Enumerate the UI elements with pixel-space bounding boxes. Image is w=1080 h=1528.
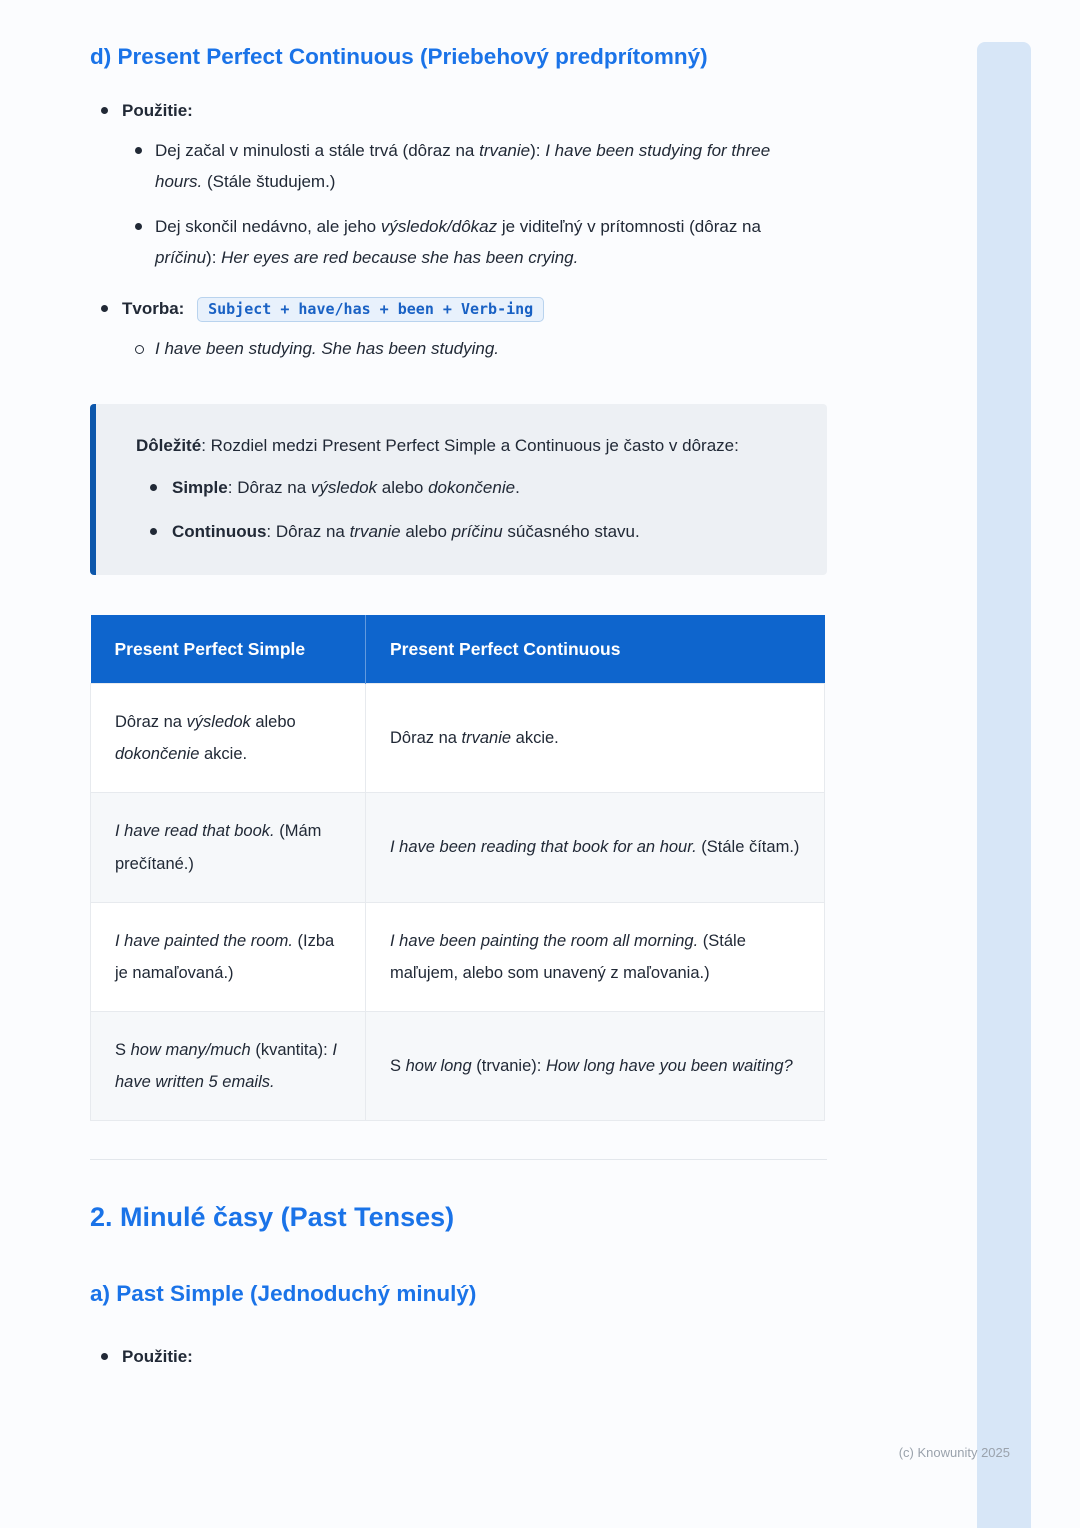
usage-formation-list <box>90 95 827 364</box>
table-cell-continuous: S how long (trvanie): How long have you been waiting? <box>366 1012 825 1121</box>
table-row <box>91 684 825 793</box>
callout-list <box>136 472 795 548</box>
table-cell-continuous: Dôraz na trvanie akcie. <box>366 684 825 793</box>
table-cell-simple: S how many/much (kvantita): I have written 5 emails. <box>91 1012 366 1121</box>
important-callout <box>90 404 827 574</box>
section-divider <box>90 1159 827 1160</box>
pouzitie-label: Použitie: <box>122 101 193 121</box>
list-item-tvorba <box>90 293 827 364</box>
formula-chip: Subject + have/has + been + Verb-ing <box>197 297 544 322</box>
copyright-label: (c) Knowunity 2025 <box>898 1445 1010 1460</box>
list-item-pouzitie <box>90 95 827 273</box>
callout-item-simple: Simple: Dôraz na výsledok alebo dokončenie. <box>136 472 795 503</box>
heading-present-perfect-continuous: d) Present Perfect Continuous (Priebehový predprítomný) <box>90 44 708 69</box>
formula-example: I have been studying. She has been studying. <box>122 333 827 364</box>
usage-item-result: Dej skončil nedávno, ale jeho výsledok/dôkaz je viditeľný v prítomnosti (dôraz na príčinu): Her eyes are red because she has been crying. <box>122 211 827 274</box>
table-cell-simple: I have read that book. (Mám prečítané.) <box>91 793 366 902</box>
past-simple-list <box>90 1341 827 1372</box>
table-row <box>91 902 825 1011</box>
heading-past-tenses: 2. Minulé časy (Past Tenses) <box>90 1202 455 1233</box>
callout-intro: Dôležité: Rozdiel medzi Present Perfect Simple a Continuous je často v dôraze: <box>136 436 739 456</box>
usage-sublist <box>122 135 827 274</box>
table-row <box>91 793 825 902</box>
table-header-row <box>91 615 825 684</box>
table-cell-continuous: I have been painting the room all morning. (Stále maľujem, alebo som unavený z maľovania.) <box>366 902 825 1011</box>
formula-example-sublist <box>122 333 827 364</box>
table-header-continuous: Present Perfect Continuous <box>366 615 825 684</box>
usage-item-duration: Dej začal v minulosti a stále trvá (dôraz na trvanie): I have been studying for three hours. (Stále študujem.) <box>122 135 827 198</box>
list-item-pouzitie <box>90 1341 827 1372</box>
pouzitie-label: Použitie: <box>122 1346 193 1366</box>
callout-item-continuous: Continuous: Dôraz na trvanie alebo príčinu súčasného stavu. <box>136 516 795 547</box>
table-cell-continuous: I have been reading that book for an hour. (Stále čítam.) <box>366 793 825 902</box>
table-cell-simple: Dôraz na výsledok alebo dokončenie akcie. <box>91 684 366 793</box>
table-header-simple: Present Perfect Simple <box>91 615 366 684</box>
scrollbar-track[interactable] <box>977 42 1031 1528</box>
tvorba-label: Tvorba: <box>122 299 185 319</box>
page-content <box>90 42 827 1386</box>
comparison-table <box>90 615 825 1122</box>
table-cell-simple: I have painted the room. (Izba je namaľovaná.) <box>91 902 366 1011</box>
table-row <box>91 1012 825 1121</box>
heading-past-simple: a) Past Simple (Jednoduchý minulý) <box>90 1281 477 1307</box>
